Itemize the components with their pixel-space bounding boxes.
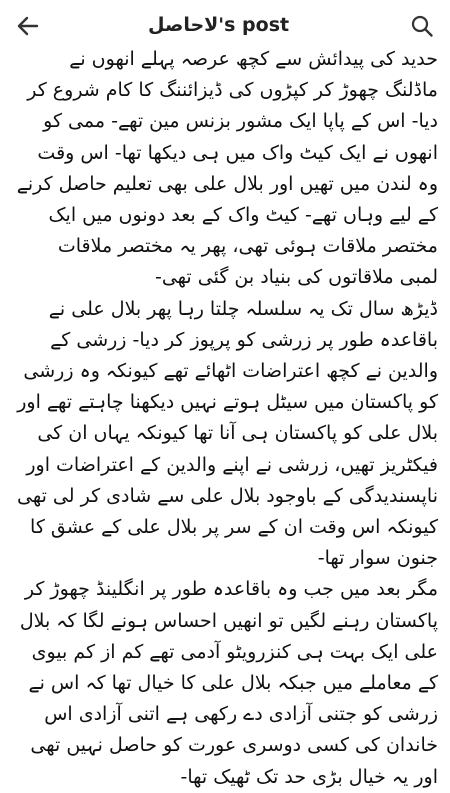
arrow-left-icon: [17, 16, 39, 36]
back-button[interactable]: [14, 12, 42, 40]
search-icon: [410, 14, 434, 38]
post-paragraph: مگر بعد میں جب وہ باقاعدہ طور پر انگلینڈ چھوڑ کر پاکستان رہنے لگیں تو انھیں احساس ہونے لگا کہ بلال علی ایک بہت ہی کنزرویٹو آدمی تھے کم از کم بیوی کے معاملے میں جبکہ بلال علی کا خیال تھا کہ اس نے زرشی کو جتنی آزادی دے رکھی ہے اتنی آزادی اس خاندان کی کسی دوسری عورت کو حاصل نہیں تھی اور یہ خیال بڑی حد تک ٹھیک تھا-: [19, 578, 438, 788]
post-body: [14, 44, 438, 793]
page-title: لاحاصل's post: [148, 14, 290, 36]
post-content: [0, 48, 450, 788]
post-paragraph: ڈیڑھ سال تک یہ سلسلہ چلتا رہا پھر بلال علی نے باقاعدہ طور پر زرشی کو پرپوز کر دیا- زرشی کے والدین نے کچھ اعتراضات اٹھائے تھے کیونکہ وہ زرشی کو پاکستان میں سیٹل ہوتے نہیں دیکھنا چاہتے تھے اور بلال علی کو پاکستان ہی آنا تھا کیونکہ یہاں ان کی فیکٹریز تھیں، زرشی نے اپنے والدین کے اعتراضات اور ناپسندیدگی کے باوجود بلال علی سے شادی کر لی تھی کیونکہ اس وقت ان کے سر پر بلال علی کے عشق کا جنون سوار تھا-: [17, 297, 438, 570]
search-button[interactable]: [408, 12, 436, 40]
post-paragraph: حدید کی پیدائش سے کچھ عرصہ پہلے انھوں نے ماڈلنگ چھوڑ کر کپڑوں کی ڈیزائننگ کا کام شروع کر دیا- اس کے پاپا ایک مشور بزنس مین تھے- ممی کو انھوں نے ایک کیٹ واک میں ہی دیکھا تھا- اس وقت وہ لندن میں تھیں اور بلال علی بھی تعلیم حاصل کرنے کے لیے وہاں تھے- کیٹ واک کے بعد دونوں میں ایک مختصر ملاقات ہوئی تھی، پھر یہ مختصر ملاقات لمبی ملاقاتوں کی بنیاد بن گئی تھی-: [16, 48, 438, 289]
